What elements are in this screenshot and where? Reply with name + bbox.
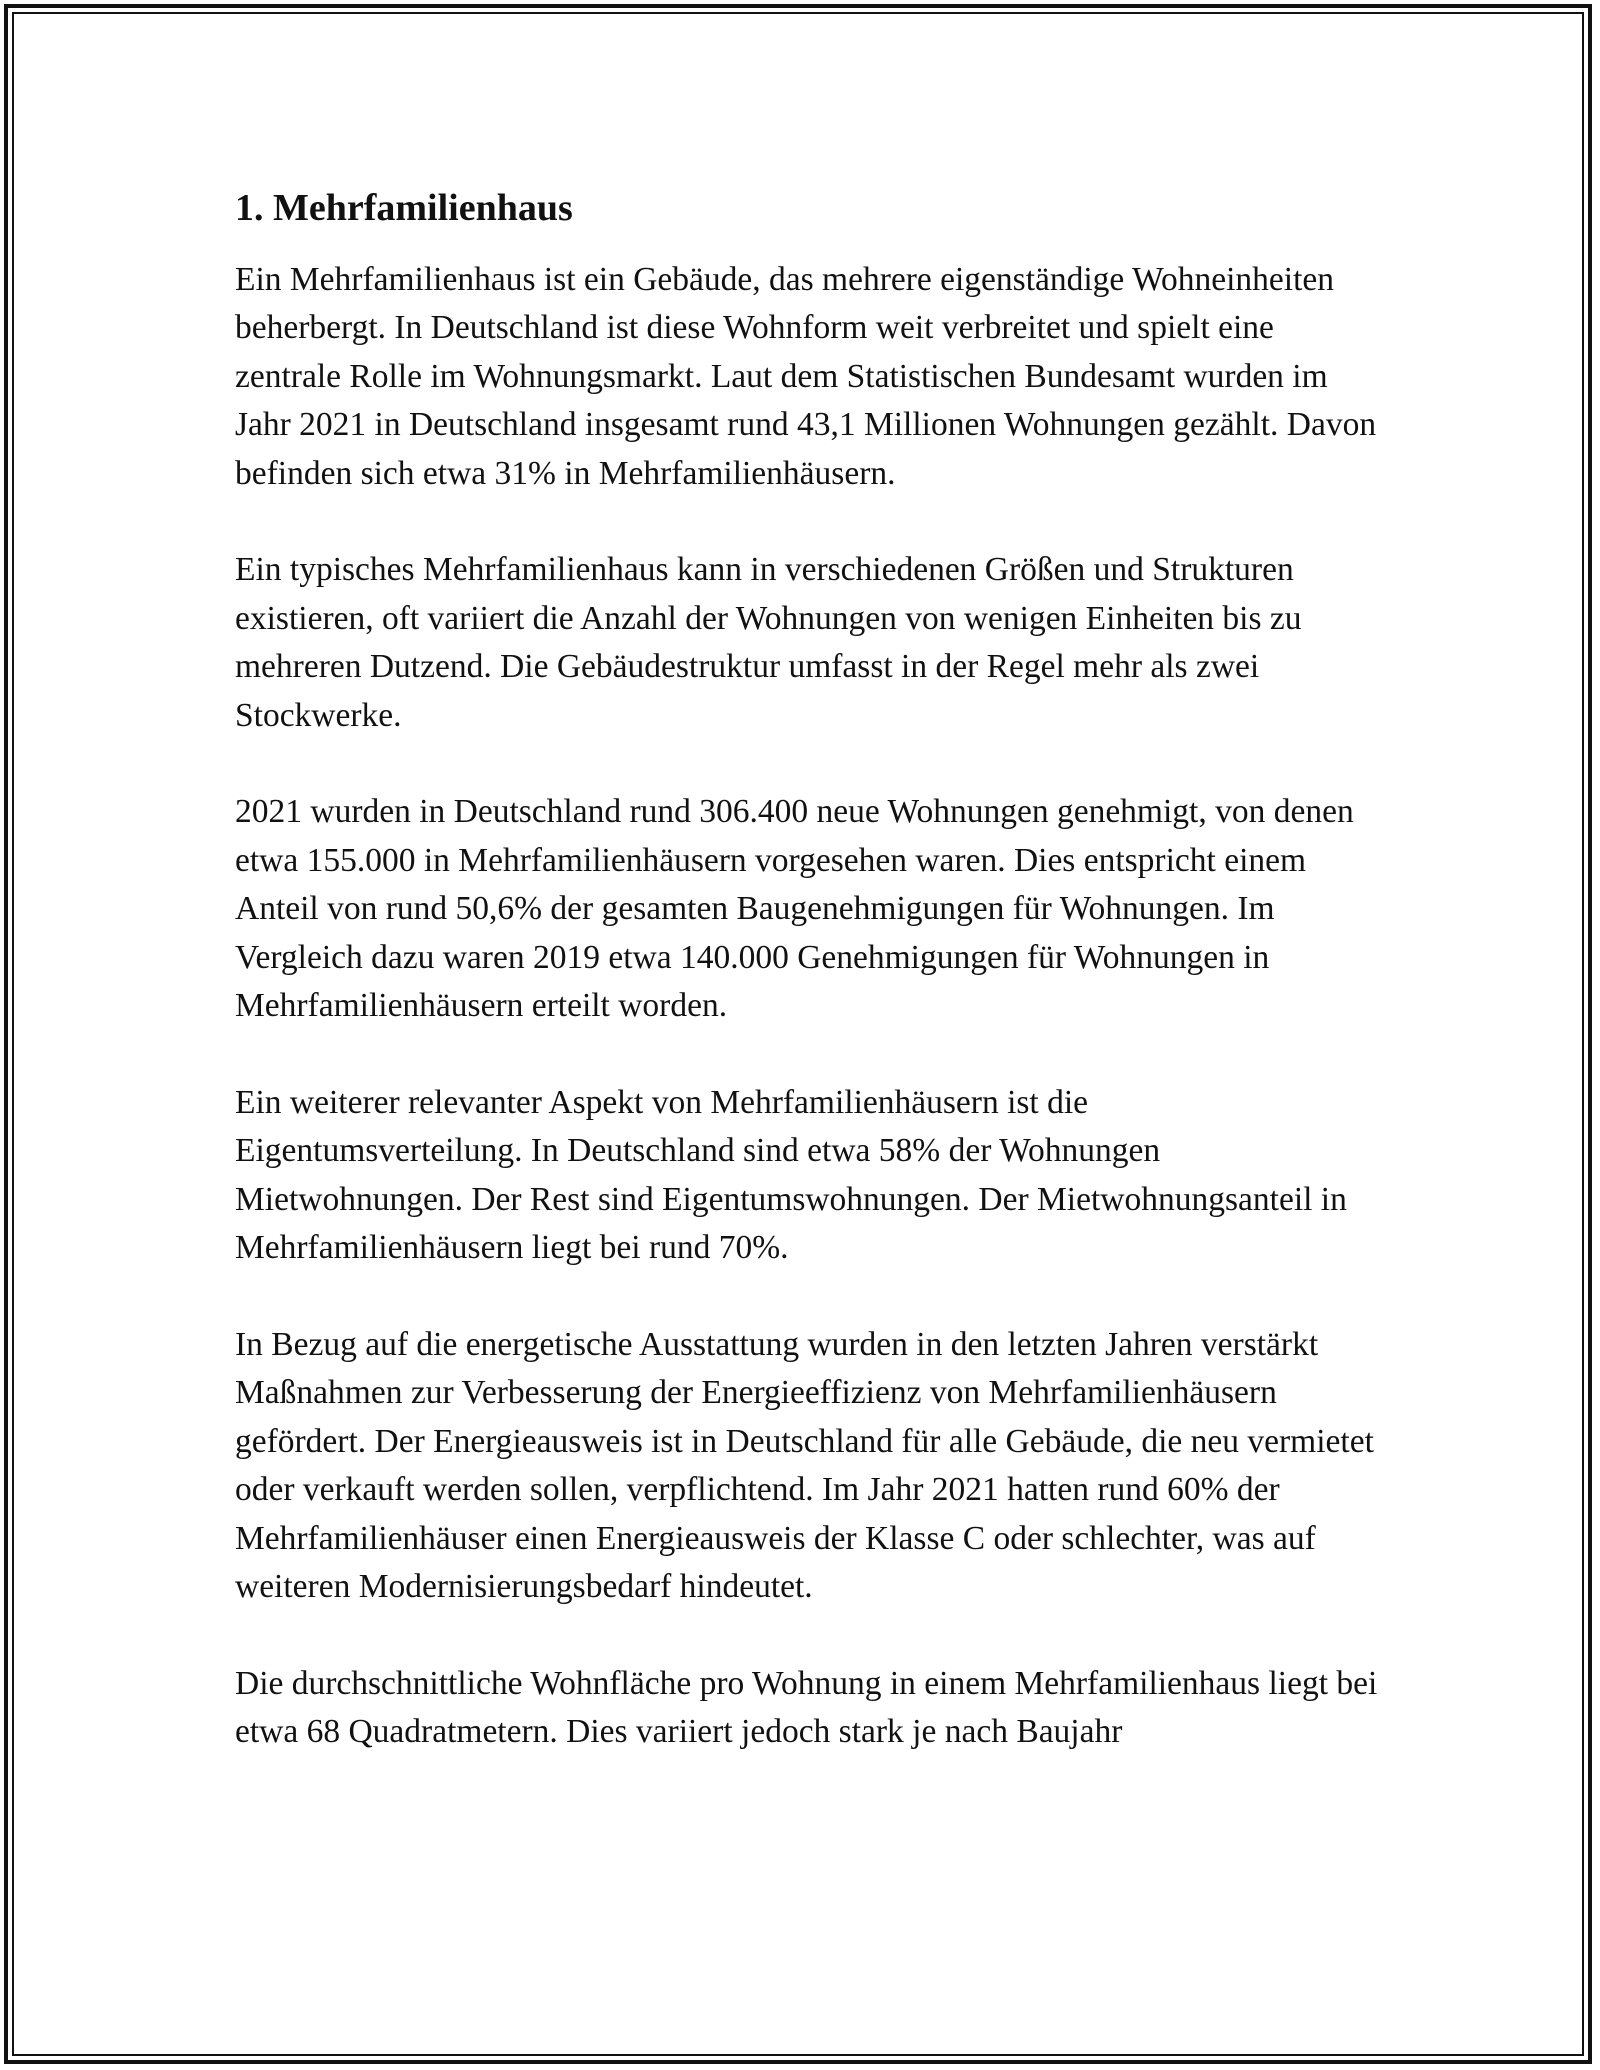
paragraph-structure: Ein typisches Mehrfamilienhaus kann in verschiedenen Größen und Strukturen existieren, oft variiert die Anzahl der Wohnungen von wenigen Einheiten bis zu mehreren Dutzend. Die Gebäudestruktur umfasst in der Regel mehr als zwei Stockwerke. bbox=[235, 551, 1302, 734]
paragraph-living-area: Die durchschnittliche Wohnfläche pro Wohnung in einem Mehrfamilienhaus liegt bei etwa 68 Quadratmetern. Dies variiert jedoch stark je nach Baujahr bbox=[235, 1664, 1378, 1751]
paragraph-energy: In Bezug auf die energetische Ausstattung wurden in den letzten Jahren verstärkt Maßnahmen zur Verbesserung der Energieeffizienz von Mehrfamilienhäusern gefördert. Der Energieausweis ist in Deutschland für alle Gebäude, die neu vermietet oder verkauft werden sollen, verpflichtend. Im Jahr 2021 hatten rund 60% der Mehrfamilienhäuser einen Energieausweis der Klasse C oder schlechter, was auf weiteren Modernisierungsbedarf hindeutet. bbox=[235, 1325, 1374, 1606]
paragraph-permits: 2021 wurden in Deutschland rund 306.400 neue Wohnungen genehmigt, von denen etwa 155.000 in Mehrfamilienhäusern vorgesehen waren. Dies entspricht einem Anteil von rund 50,6% der gesamten Baugenehmigungen für Wohnungen. Im Vergleich dazu waren 2019 etwa 140.000 Genehmigungen für Wohnungen in Mehrfamilienhäusern erteilt worden. bbox=[235, 793, 1354, 1025]
paragraph-ownership: Ein weiterer relevanter Aspekt von Mehrfamilienhäusern ist die Eigentumsverteilung. In Deutschland sind etwa 58% der Wohnungen Mietwohnungen. Der Rest sind Eigentumswohnungen. Der Mietwohnungsanteil in Mehrfamilienhäusern liegt bei rund 70%. bbox=[235, 1083, 1347, 1267]
document-body bbox=[235, 186, 1380, 1805]
paragraph-intro: Ein Mehrfamilienhaus ist ein Gebäude, das mehrere eigenständige Wohneinheiten beherbergt. In Deutschland ist diese Wohnform weit verbreitet und spielt eine zentrale Rolle im Wohnungsmarkt. Laut dem Statistischen Bundesamt wurden im Jahr 2021 in Deutschland insgesamt rund 43,1 Millionen Wohnungen gezählt. Davon befinden sich etwa 31% in Mehrfamilienhäusern. bbox=[235, 260, 1377, 492]
section-heading: 1. Mehrfamilienhaus bbox=[235, 187, 573, 229]
